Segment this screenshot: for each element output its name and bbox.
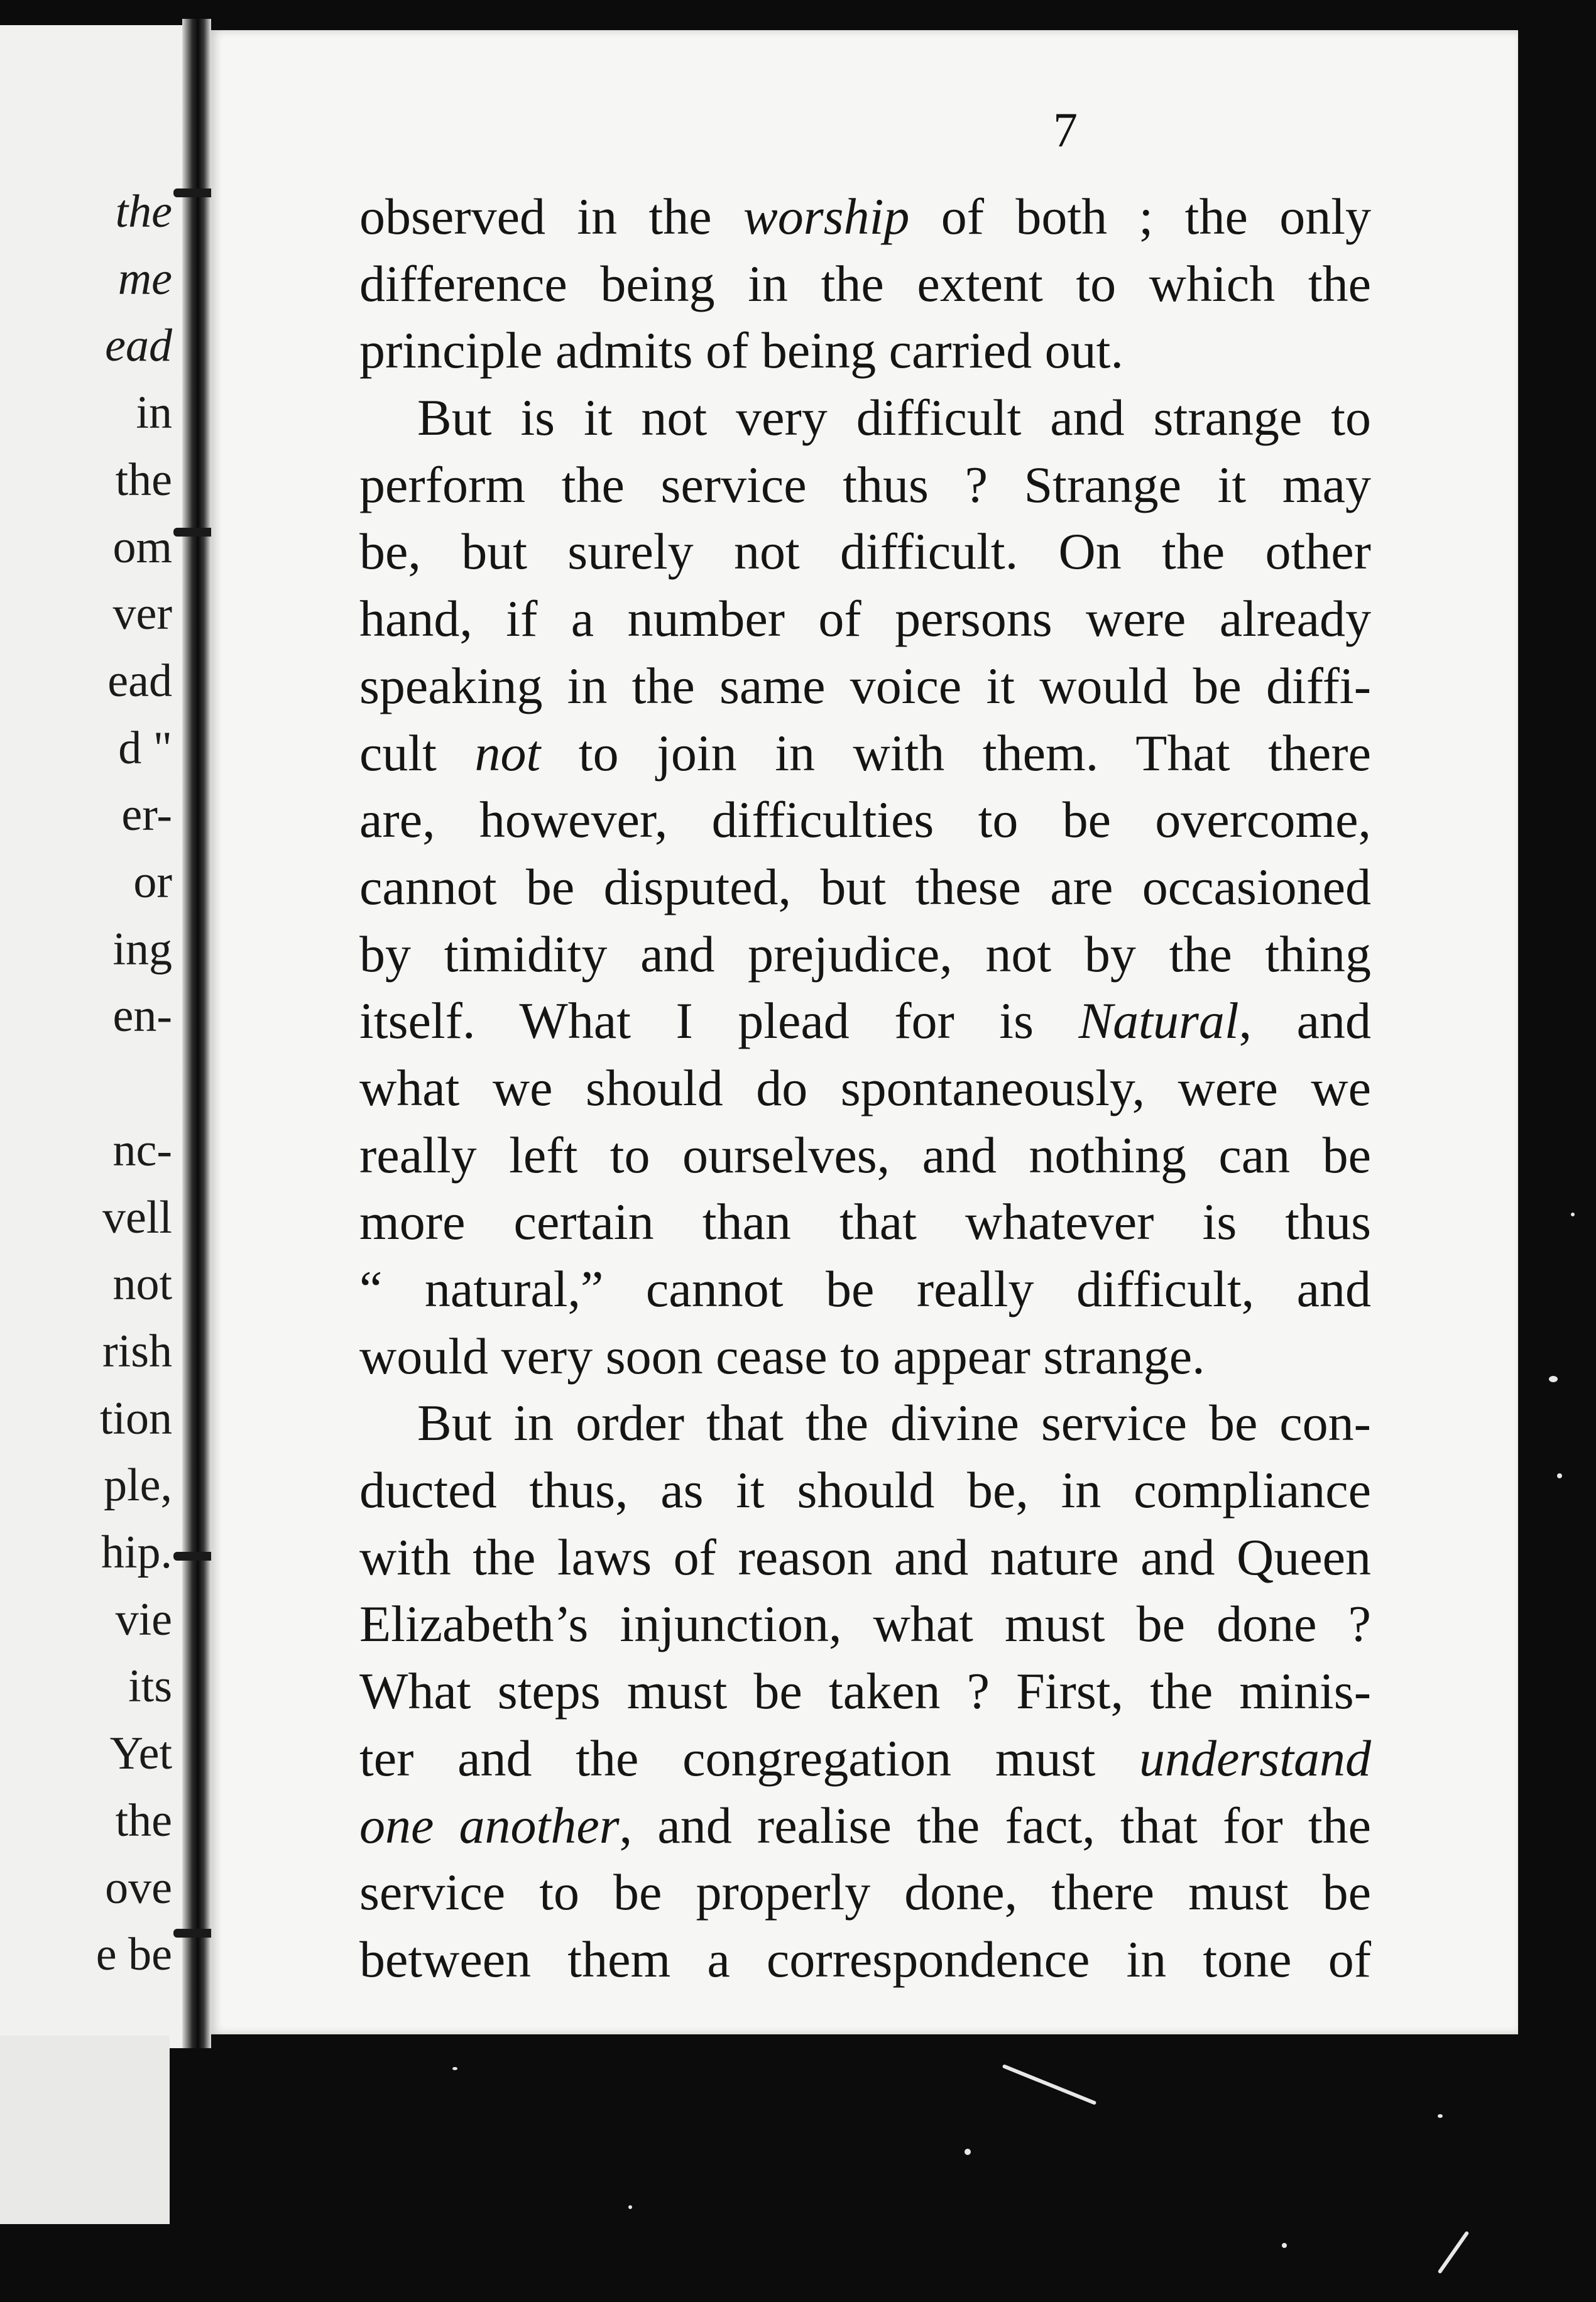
text-line: [359, 1390, 1371, 1457]
text-line: [359, 385, 1371, 452]
text-line: [359, 452, 1371, 519]
text-run: But in order that the divine service be con-: [417, 1394, 1371, 1452]
text-run: to join in with them. That there: [540, 724, 1371, 782]
text-run: with the laws of reason and nature and Queen: [359, 1528, 1371, 1586]
italic-text: not: [474, 724, 541, 782]
text-run: itself. What I plead for is: [359, 992, 1079, 1050]
text-run: service to be properly done, there must be: [359, 1863, 1371, 1921]
previous-page-text-fragment: om: [112, 521, 172, 573]
previous-page-text-fragment: the: [115, 454, 172, 506]
text-line: [359, 1256, 1371, 1323]
previous-page-text-fragment: or: [133, 856, 172, 908]
scan-speck: [1571, 1213, 1575, 1216]
text-line: [359, 586, 1371, 653]
previous-page-edge: [0, 2036, 170, 2224]
text-run: be, but surely not difficult. On the other: [359, 523, 1371, 581]
text-run: ter and the congregation must: [359, 1729, 1139, 1787]
text-line: [359, 653, 1371, 720]
text-line: [359, 1658, 1371, 1725]
previous-page-text-fragment: vell: [102, 1191, 172, 1243]
text-line: [359, 183, 1371, 251]
text-run: of both ; the only: [909, 188, 1371, 245]
previous-page-text-fragment: ead: [105, 320, 172, 372]
previous-page-text-fragment: Yet: [109, 1728, 172, 1780]
text-line: [359, 1859, 1371, 1926]
previous-page-text-fragment: ing: [112, 923, 172, 975]
text-run: by timidity and prejudice, not by the thing: [359, 925, 1371, 983]
text-run: But is it not very difficult and strange to: [417, 389, 1371, 447]
text-line: [359, 1189, 1371, 1256]
text-line: [359, 1725, 1371, 1792]
previous-page-text-fragment: e be: [96, 1929, 172, 1981]
scan-speck: [1438, 2231, 1470, 2274]
previous-page-text-fragment: nc-: [112, 1124, 172, 1176]
previous-page-text-fragment: hip.: [101, 1527, 172, 1578]
scan-speck: [1282, 2243, 1287, 2248]
text-run: ducted thus, as it should be, in compliance: [359, 1461, 1371, 1519]
text-run: , and realise the fact, that for the: [619, 1796, 1371, 1854]
scan-speck: [1557, 1473, 1562, 1478]
previous-page-text-fragment: the: [115, 1794, 172, 1847]
previous-page-text-fragment: in: [136, 387, 172, 439]
previous-page-text-fragment: en-: [112, 990, 172, 1042]
text-run: , and: [1238, 992, 1371, 1050]
text-line: [359, 1524, 1371, 1591]
text-run: hand, if a number of persons were already: [359, 590, 1371, 648]
previous-page-text-fragment: me: [118, 253, 172, 305]
italic-text: understand: [1139, 1729, 1371, 1787]
text-line: [359, 518, 1371, 586]
italic-text: Natural: [1078, 992, 1239, 1050]
previous-page: [0, 25, 189, 2048]
text-line: [359, 1323, 1371, 1390]
previous-page-text-fragment: ove: [105, 1862, 172, 1914]
text-line: [359, 1122, 1371, 1189]
text-run: between them a correspondence in tone of: [359, 1930, 1371, 1988]
text-run: Elizabeth’s injunction, what must be done ?: [359, 1595, 1371, 1653]
previous-page-text-fragment: ple,: [104, 1459, 172, 1512]
text-run: perform the service thus ? Strange it may: [359, 455, 1371, 513]
text-run: are, however, difficulties to be overcome,: [359, 791, 1371, 849]
italic-text: one another: [359, 1796, 620, 1854]
previous-page-text-fragment: not: [112, 1258, 172, 1311]
page-text: [359, 183, 1371, 1994]
text-run: what we should do spontaneously, were we: [359, 1059, 1371, 1116]
previous-page-text-fragment: er-: [121, 789, 172, 841]
text-run: “ natural,” cannot be really difficult, and: [359, 1260, 1371, 1317]
text-line: [359, 921, 1371, 988]
scan-speck: [452, 2067, 457, 2070]
scan-speck: [965, 2149, 971, 2155]
previous-page-text-fragment: d ": [118, 722, 172, 774]
text-run: observed in the: [359, 188, 744, 245]
text-line: [359, 1055, 1371, 1122]
page-number: 7: [1053, 102, 1078, 157]
text-run: really left to ourselves, and nothing can be: [359, 1126, 1371, 1184]
previous-page-text-fragment: its: [128, 1661, 172, 1713]
text-line: [359, 720, 1371, 787]
text-line: [359, 988, 1371, 1055]
text-run: What steps must be taken ? First, the minis-: [359, 1662, 1371, 1720]
italic-text: worship: [743, 188, 910, 245]
text-line: [359, 1926, 1371, 1994]
text-line: [359, 1457, 1371, 1524]
text-run: cult: [359, 724, 475, 782]
scan-speck: [628, 2205, 632, 2209]
previous-page-text-fragment: rish: [102, 1325, 172, 1377]
text-run: speaking in the same voice it would be diffi-: [359, 657, 1371, 714]
previous-page-text-fragment: ead: [107, 655, 172, 707]
text-run: more certain than that whatever is thus: [359, 1193, 1371, 1251]
text-run: principle admits of being carried out.: [359, 322, 1123, 379]
text-run: cannot be disputed, but these are occasioned: [359, 858, 1371, 915]
previous-page-text-fragment: vie: [115, 1593, 172, 1645]
scan-speck: [1549, 1376, 1558, 1382]
scan-speck: [1438, 2114, 1443, 2118]
previous-page-text-fragment: tion: [99, 1392, 172, 1444]
book-spine: [182, 19, 211, 2048]
text-line: [359, 854, 1371, 921]
text-run: difference being in the extent to which the: [359, 254, 1371, 312]
text-line: [359, 787, 1371, 854]
text-line: [359, 1591, 1371, 1658]
previous-page-text-fragment: ver: [112, 588, 172, 640]
previous-page-text-fragment: the: [115, 186, 172, 237]
text-line: [359, 251, 1371, 318]
scan-speck: [1002, 2064, 1097, 2105]
text-line: [359, 317, 1371, 385]
text-run: would very soon cease to appear strange.: [359, 1327, 1205, 1385]
text-line: [359, 1792, 1371, 1860]
